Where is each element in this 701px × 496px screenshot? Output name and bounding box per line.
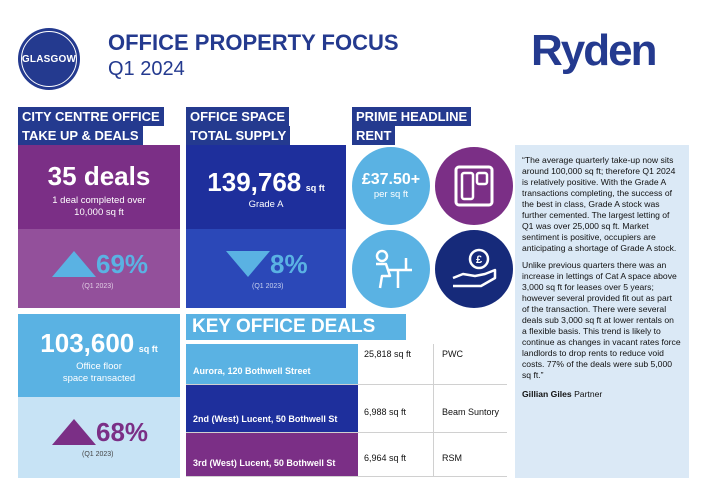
rent-value: £37.50+	[361, 171, 421, 188]
floor-note-1: Office floor	[76, 361, 122, 372]
author-name: Gillian Giles	[522, 389, 572, 399]
deal-name: Aurora, 120 Bothwell Street	[186, 344, 358, 384]
location-badge-text: GLASGOW	[21, 53, 77, 65]
supply-change-period: (Q1 2023)	[252, 283, 284, 290]
floor-unit: sq ft	[138, 344, 158, 354]
deals-change-panel	[18, 229, 180, 308]
deal-area: 25,818 sq ft	[358, 344, 434, 384]
author-role: Partner	[574, 389, 603, 399]
arrow-up-icon	[52, 251, 96, 277]
person-at-desk-icon	[368, 248, 414, 290]
floorplan-icon	[454, 165, 494, 207]
rent-unit: per sq ft	[373, 189, 409, 200]
ryden-logo: Ryden	[531, 26, 656, 75]
supply-heading-2: TOTAL SUPPLY	[186, 126, 290, 145]
deals-note: 1 deal completed over 10,000 sq ft	[52, 195, 146, 218]
floor-value-line	[18, 328, 180, 358]
rent-heading-1: PRIME HEADLINE	[352, 107, 471, 126]
page-title: OFFICE PROPERTY FOCUS	[108, 30, 399, 55]
deal-tenant: PWC	[442, 349, 463, 359]
table-row	[186, 385, 507, 433]
quote-paragraph-1: “The average quarterly take-up now sits around 100,000 sq ft; therefore Q1 2024 is relatively positive. With the Grade A transactions completing, the success of the best in class, Grade A stock was further cemented. The largest letting of Q1 was over 25,000 sq ft. Market sentiment is positive, occupiers are anticipating a shortage of Grade A stock.	[522, 155, 677, 253]
deal-tenant: RSM	[442, 453, 462, 463]
table-row	[186, 433, 507, 477]
take-up-heading-2: TAKE UP & DEALS	[18, 126, 143, 145]
svg-text:£: £	[475, 254, 483, 266]
hand-coin-icon	[451, 248, 497, 290]
supply-value: 139,768	[207, 167, 302, 197]
deal-area: 6,964 sq ft	[358, 433, 434, 476]
deals-change-period: (Q1 2023)	[82, 283, 114, 290]
deal-name: 2nd (West) Lucent, 50 Bothwell St	[186, 385, 358, 432]
rent-heading-2: RENT	[352, 126, 395, 145]
floor-change-period: (Q1 2023)	[82, 451, 114, 458]
supply-unit: sq ft	[305, 183, 325, 193]
rent-circle	[352, 147, 430, 225]
location-badge	[18, 28, 80, 90]
coin-circle	[435, 230, 513, 308]
person-circle	[352, 230, 430, 308]
supply-change: 8%	[270, 249, 308, 279]
deals-change: 69%	[96, 249, 149, 279]
deals-value: 35 deals	[47, 161, 151, 191]
floor-change-panel	[18, 397, 180, 478]
floor-change: 68%	[96, 417, 149, 447]
deal-area: 6,988 sq ft	[358, 385, 434, 432]
floor-note-2: space transacted	[62, 373, 136, 384]
page-subtitle: Q1 2024	[108, 58, 185, 80]
arrow-down-icon	[226, 251, 270, 277]
supply-value-line	[186, 167, 346, 197]
quote-author	[522, 389, 681, 400]
take-up-heading-1: CITY CENTRE OFFICE	[18, 107, 164, 126]
partner-quote	[515, 145, 689, 478]
location-badge-ring	[21, 31, 77, 87]
table-row	[186, 344, 507, 385]
floor-value: 103,600	[40, 328, 135, 358]
key-deals-heading: KEY OFFICE DEALS	[186, 314, 406, 340]
quote-paragraph-2: Unlike previous quarters there was an increase in lettings of Cat A space above 3,000 sq ft for leases over 5 years; however several provided fit out as part of the transaction. There were several deals sub 3,000 sq ft at lower rentals on a flexible basis. This trend is likely to continue as changes in vacant rates force landlords to drop rents to reduce void costs. 77% of the deals were sub 5,000 sq ft.”	[522, 260, 681, 380]
deal-tenant: Beam Suntory	[442, 407, 500, 417]
arrow-up-icon	[52, 419, 96, 445]
deal-name: 3rd (West) Lucent, 50 Bothwell St	[186, 433, 358, 476]
supply-change-panel	[186, 229, 346, 308]
floorplan-circle	[435, 147, 513, 225]
supply-grade: Grade A	[248, 199, 284, 210]
supply-heading-1: OFFICE SPACE	[186, 107, 289, 126]
